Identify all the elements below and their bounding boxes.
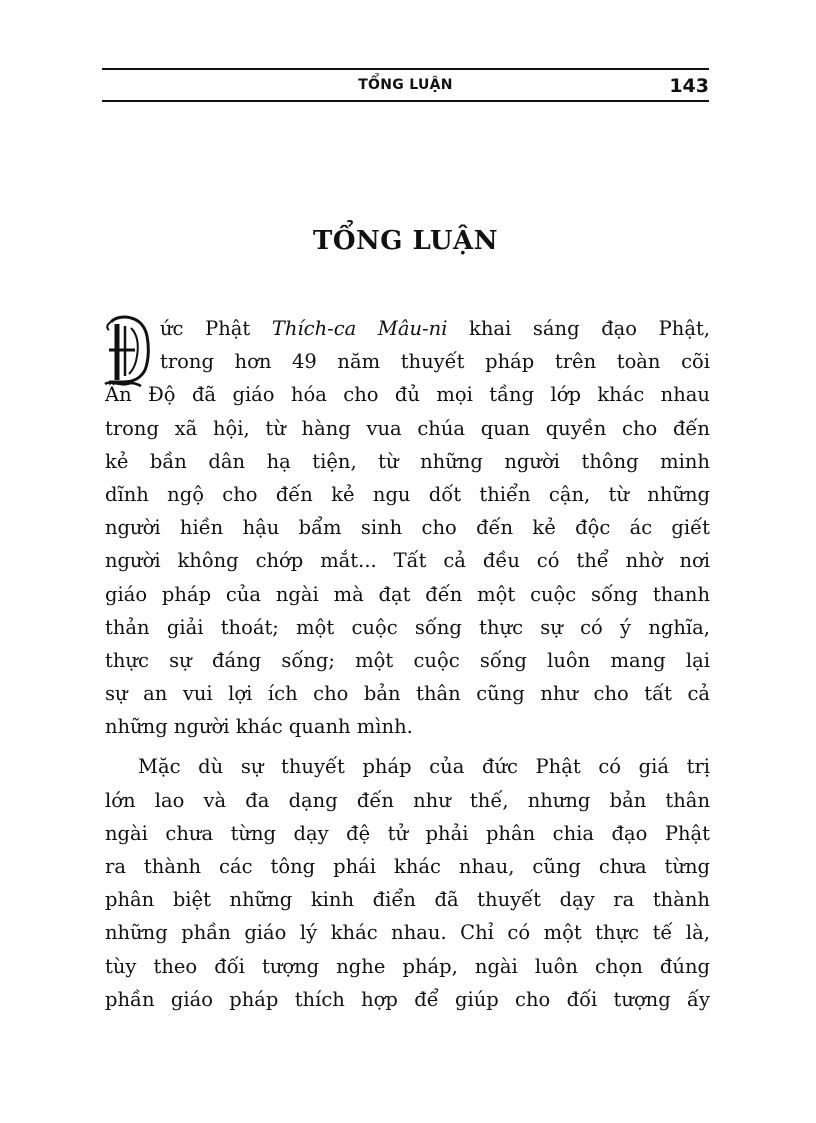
page-number: 143 xyxy=(669,75,709,97)
dropcap-letter xyxy=(129,361,130,362)
text-line: sự an vui lợi ích cho bản thân cũng như cho tất cả xyxy=(105,682,710,706)
text-line: tùy theo đối tượng nghe pháp, ngài luôn chọn đúng xyxy=(105,954,710,978)
italic-name: Thích-ca Mâu-ni xyxy=(271,317,448,340)
running-header xyxy=(102,68,709,102)
text-line: kẻ bần dân hạ tiện, từ những người thông minh xyxy=(105,449,710,473)
chapter-title: TỔNG LUẬN xyxy=(313,226,498,256)
text-line: thực sự đáng sống; một cuộc sống luôn mang lại xyxy=(105,648,710,672)
text-line: ngài chưa từng dạy đệ tử phải phân chia đạo Phật xyxy=(105,821,710,845)
body-text xyxy=(105,312,710,1016)
running-title: TỔNG LUẬN xyxy=(358,77,453,93)
text-line: Ấn Độ đã giáo hóa cho đủ mọi tầng lớp khác nhau xyxy=(105,383,710,407)
text-line: người không chớp mắt... Tất cả đều có thể nhờ nơi xyxy=(105,549,710,573)
text-line: những phần giáo lý khác nhau. Chỉ có một thực tế là, xyxy=(105,921,710,945)
dropcap-letter-graphic xyxy=(101,314,157,388)
text-line: thản giải thoát; một cuộc sống thực sự có ý nghĩa, xyxy=(105,615,710,639)
text-line: trong hơn 49 năm thuyết pháp trên toàn cõi xyxy=(160,350,710,374)
text-run: khai sáng đạo Phật, xyxy=(447,317,710,340)
text-line: Mặc dù sự thuyết pháp của đức Phật có giá trị xyxy=(138,755,710,779)
text-line: giáo pháp của ngài mà đạt đến một cuộc sống thanh xyxy=(105,582,710,606)
text-line: người hiền hậu bẩm sinh cho đến kẻ độc ác giết xyxy=(105,516,710,540)
text-line: những người khác quanh mình. xyxy=(105,715,413,739)
text-line: dĩnh ngộ cho đến kẻ ngu dốt thiển cận, từ những xyxy=(105,482,710,506)
text-run: ức Phật xyxy=(160,317,272,340)
text-line: ra thành các tông phái khác nhau, cũng chưa từng xyxy=(105,855,710,878)
paragraph-gap xyxy=(105,743,710,750)
text-line: phần giáo pháp thích hợp để giúp cho đối tượng ấy xyxy=(105,987,710,1011)
text-line: lớn lao và đa dạng đến như thế, nhưng bản thân xyxy=(105,788,710,812)
text-line: phân biệt những kinh điển đã thuyết dạy ra thành xyxy=(105,888,710,912)
dropcap-initial xyxy=(101,314,157,388)
text-line: trong xã hội, từ hàng vua chúa quan quyền cho đến xyxy=(105,416,710,440)
text-line xyxy=(105,312,710,345)
